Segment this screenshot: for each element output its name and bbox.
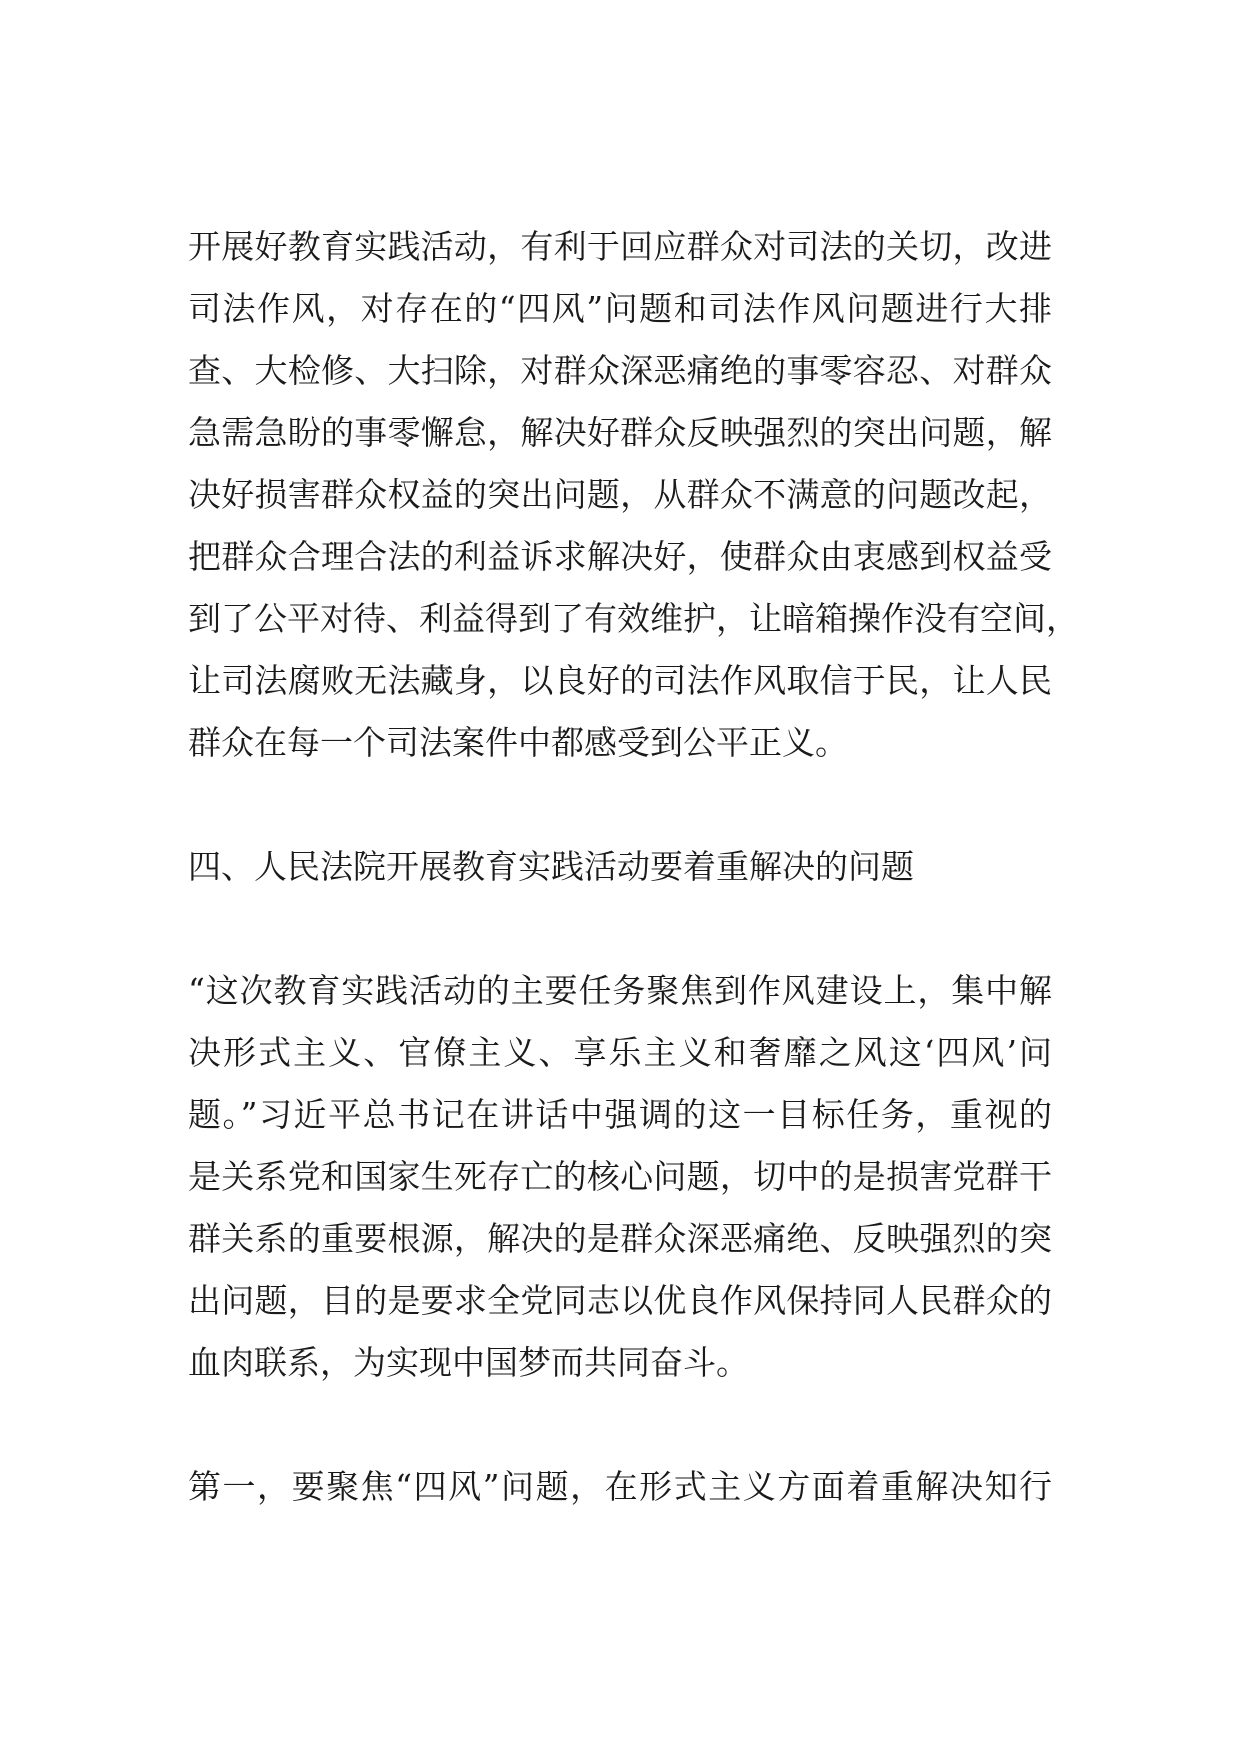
paragraph-2-line-1: “这次教育实践活动的主要任务聚焦到作风建设上，集中解 [188, 971, 1052, 1010]
section-heading: 四、人民法院开展教育实践活动要着重解决的问题 [188, 847, 914, 886]
paragraph-2-line-4: 是关系党和国家生死存亡的核心问题，切中的是损害党群干 [188, 1157, 1052, 1196]
paragraph-1-line-4: 急需急盼的事零懈怠，解决好群众反映强烈的突出问题，解 [188, 413, 1052, 452]
paragraph-1-line-7: 到了公平对待、利益得到了有效维护，让暗箱操作没有空间， [188, 599, 1079, 638]
paragraph-1-line-2: 司法作风，对存在的“四风”问题和司法作风问题进行大排 [188, 289, 1052, 328]
paragraph-3-line-1: 第一，要聚焦“四风”问题，在形式主义方面着重解决知行 [188, 1467, 1052, 1506]
paragraph-1-line-5: 决好损害群众权益的突出问题，从群众不满意的问题改起， [188, 475, 1052, 514]
paragraph-1-line-1: 开展好教育实践活动，有利于回应群众对司法的关切，改进 [188, 227, 1052, 266]
paragraph-1-line-6: 把群众合理合法的利益诉求解决好，使群众由衷感到权益受 [188, 537, 1052, 576]
paragraph-2-line-5: 群关系的重要根源，解决的是群众深恶痛绝、反映强烈的突 [188, 1219, 1052, 1258]
paragraph-2-line-7: 血肉联系，为实现中国梦而共同奋斗。 [188, 1343, 749, 1382]
paragraph-1-line-9: 群众在每一个司法案件中都感受到公平正义。 [188, 723, 848, 762]
paragraph-1-line-8: 让司法腐败无法藏身，以良好的司法作风取信于民，让人民 [188, 661, 1052, 700]
paragraph-1-line-3: 查、大检修、大扫除，对群众深恶痛绝的事零容忍、对群众 [188, 351, 1052, 390]
paragraph-2-line-6: 出问题，目的是要求全党同志以优良作风保持同人民群众的 [188, 1281, 1052, 1320]
paragraph-2-line-2: 决形式主义、官僚主义、享乐主义和奢靡之风这‘四风’问 [188, 1033, 1052, 1072]
paragraph-2-line-3: 题。”习近平总书记在讲话中强调的这一目标任务，重视的 [188, 1095, 1052, 1134]
